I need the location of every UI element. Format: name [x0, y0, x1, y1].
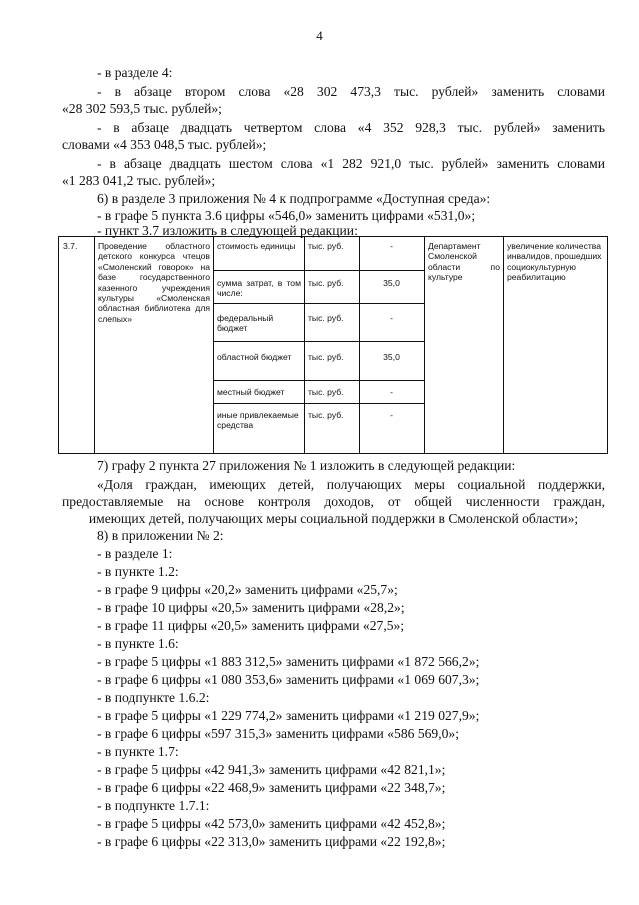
table-indicator: федеральный бюджет: [217, 313, 274, 334]
amendment-line: - в графе 5 цифры «1 883 312,5» заменить цифрами «1 872 566,2»;: [97, 654, 480, 669]
amendment-line: - в графе 5 цифры «42 941,3» заменить цифрами «42 821,1»;: [97, 762, 446, 777]
table-value: -: [390, 241, 393, 251]
amendment-line: - в графе 10 цифры «20,5» заменить цифрами «28,2»;: [97, 600, 405, 615]
program-table: [58, 236, 608, 454]
amendment-line: - в графе 11 цифры «20,5» заменить цифрами «27,5»;: [97, 618, 405, 633]
paragraph-2-line-1: - в абзаце втором слова «28 302 473,3 тыс. рублей» заменить словами: [97, 84, 605, 99]
section-4-line: - в разделе 4:: [97, 65, 173, 80]
quote-line-2: предоставляемые на основе контроля доходов, от общей численности граждан,: [62, 494, 605, 509]
amendment-line: - в графе 6 цифры «22 313,0» заменить цифрами «22 192,8»;: [97, 834, 446, 849]
amendment-line: - в графе 9 цифры «20,2» заменить цифрами «25,7»;: [97, 582, 398, 597]
amendment-line: - в графе 6 цифры «597 315,3» заменить цифрами «586 569,0»;: [97, 726, 459, 741]
table-unit: тыс. руб.: [308, 313, 344, 323]
item-3-7-intro-line: - пункт 3.7 изложить в следующей редакции:: [97, 223, 358, 238]
page-number: 4: [316, 28, 323, 43]
table-value: -: [390, 387, 393, 397]
table-item-number: 3.7.: [63, 241, 78, 251]
amendment-line: - в графе 5 цифры «1 229 774,2» заменить цифрами «1 219 027,9»;: [97, 708, 480, 723]
amendment-line: - в графе 6 цифры «1 080 353,6» заменить цифрами «1 069 607,3»;: [97, 672, 480, 687]
paragraph-26-line-1: - в абзаце двадцать шестом слова «1 282 921,0 тыс. рублей» заменить словами: [97, 156, 605, 171]
item-6-line: 6) в разделе 3 приложения № 4 к подпрограмме «Доступная среда»:: [97, 191, 491, 206]
quote-line-1: «Доля граждан, имеющих детей, получающих меры социальной поддержки,: [97, 477, 605, 492]
table-value: 35,0: [383, 352, 400, 362]
amendment-line: - в подпункте 1.7.1:: [97, 798, 210, 813]
amendment-line: - в подпункте 1.6.2:: [97, 690, 210, 705]
table-unit: тыс. руб.: [308, 352, 344, 362]
amendment-line: 8) в приложении № 2:: [97, 528, 224, 543]
paragraph-26-line-2: «1 283 041,2 тыс. рублей»;: [62, 173, 216, 188]
amendment-line: - в графе 6 цифры «22 468,9» заменить цифрами «22 348,7»;: [97, 780, 446, 795]
table-unit: тыс. руб.: [308, 387, 344, 397]
table-value: 35,0: [383, 278, 400, 288]
table-indicator: стоимость единицы: [217, 241, 296, 251]
table-value: -: [390, 313, 393, 323]
table-indicator: иные привлекаемые средства: [217, 410, 299, 431]
paragraph-2-line-2: «28 302 593,5 тыс. рублей»;: [62, 101, 222, 116]
item-7-line: 7) графу 2 пункта 27 приложения № 1 изложить в следующей редакции:: [97, 458, 516, 473]
table-unit: тыс. руб.: [308, 241, 344, 251]
table-indicator: местный бюджет: [217, 387, 285, 397]
table-unit: тыс. руб.: [308, 278, 344, 288]
paragraph-24-line-2: словами «4 353 048,5 тыс. рублей»;: [62, 137, 267, 152]
amendment-line: - в разделе 1:: [97, 546, 173, 561]
table-unit: тыс. руб.: [308, 410, 344, 420]
amendment-line: - в графе 5 цифры «42 573,0» заменить цифрами «42 452,8»;: [97, 816, 446, 831]
table-indicator: сумма затрат, в том числе:: [217, 278, 301, 299]
table-indicator: областной бюджет: [217, 352, 292, 362]
table-value: -: [390, 410, 393, 420]
amendment-line: - в пункте 1.6:: [97, 636, 179, 651]
paragraph-24-line-1: - в абзаце двадцать четвертом слова «4 352 928,3 тыс. рублей» заменить: [97, 120, 605, 135]
amendment-line: - в пункте 1.2:: [97, 564, 179, 579]
item-6-graph-5-line: - в графе 5 пункта 3.6 цифры «546,0» заменить цифрами «531,0»;: [97, 208, 476, 223]
quote-line-3: имеющих детей, получающих меры социальной поддержки в Смоленской области»;: [88, 511, 579, 526]
table-event-description: Проведение областного детского конкурса чтецов «Смоленский говорок» на базе государственного казенного учреждения культуры «Смоленская областная библиотека для слепых»: [98, 241, 210, 324]
table-executor: Департамент Смоленской области по культуре: [428, 241, 500, 283]
amendment-line: - в пункте 1.7:: [97, 744, 179, 759]
table-expected-result: увеличение количества инвалидов, прошедших социокультурную реабилитацию: [507, 241, 602, 283]
